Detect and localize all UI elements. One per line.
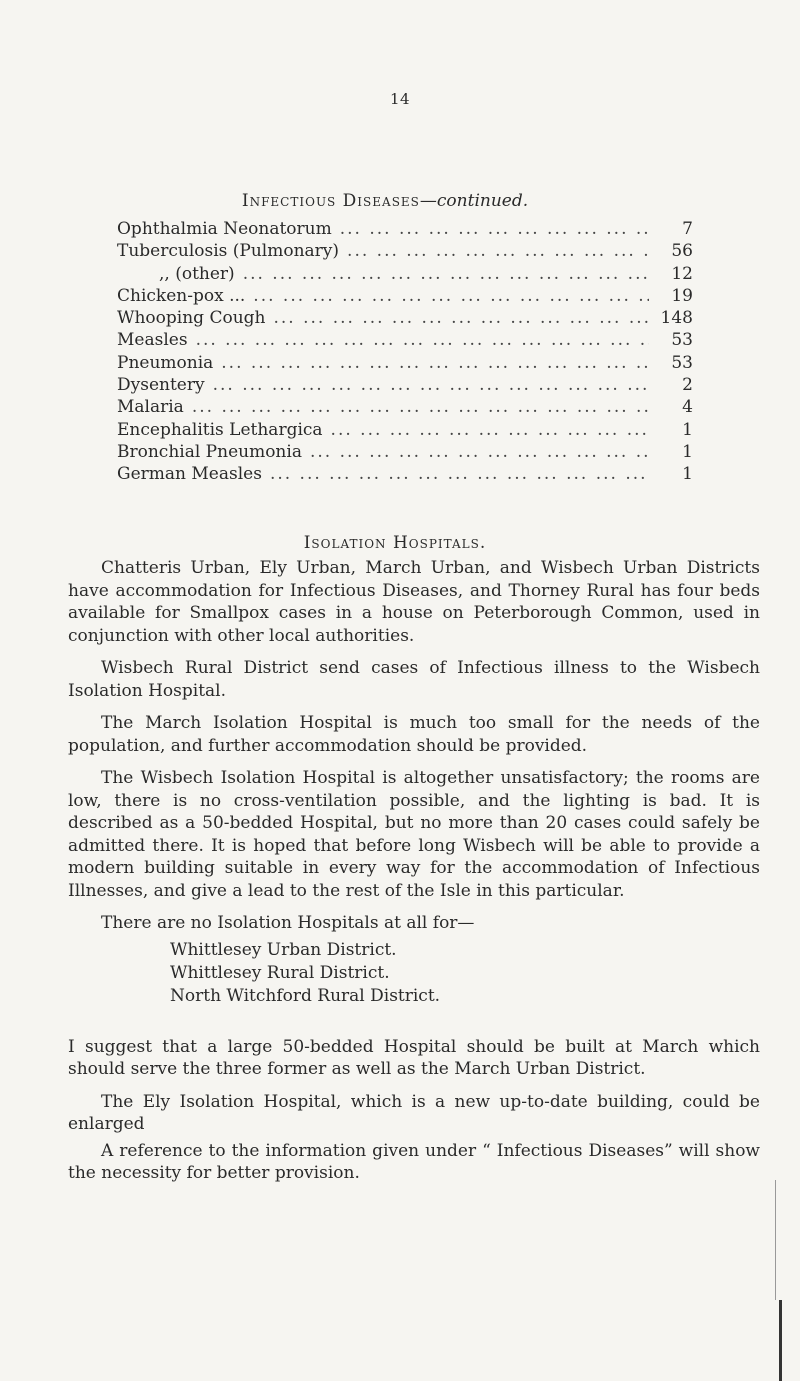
disease-name: Tuberculosis (Pulmonary) [117, 241, 340, 262]
paragraph: Chatteris Urban, Ely Urban, March Urban, and Wisbech Urban Districts have accommodation for Infectious Diseases, and Thorney Rural has four beds available for Smallpox cases in a house on Peterborough Common, used in conjunction with other local authorities. [68, 558, 760, 646]
table-row [117, 218, 693, 240]
list-item: Whittlesey Rural District. [170, 962, 390, 983]
case-count: 4 [682, 397, 693, 418]
disease-name: Malaria [117, 397, 184, 418]
body-text [68, 557, 760, 1195]
leader-dots [245, 285, 649, 307]
disease-name: Dysentery [117, 375, 205, 396]
section-title-suffix: —continued. [419, 191, 529, 211]
leader-dots [235, 263, 649, 285]
section-heading-isolation-hospitals: Isolation Hospitals. [303, 533, 487, 553]
case-count: 7 [682, 219, 693, 239]
leader-dots [262, 463, 649, 485]
table-row [117, 374, 693, 396]
list-item: North Witchford Rural District. [170, 985, 441, 1006]
disease-name: German Measles [117, 464, 262, 485]
disease-name: Pneumonia [117, 352, 214, 373]
leader-dots [265, 307, 649, 329]
case-count: 19 [671, 285, 693, 306]
disease-name: Bronchial Pneumonia [117, 441, 302, 462]
disease-name: Encephalitis Lethargica [117, 419, 323, 440]
case-count: 12 [671, 263, 693, 284]
disease-name: Chicken-pox ... [117, 285, 246, 306]
table-row [117, 240, 693, 262]
section-title: Infectious Diseases [241, 191, 420, 211]
table-row [117, 419, 693, 441]
case-count: 2 [682, 375, 693, 396]
paragraph: The Wisbech Isolation Hospital is altogether unsatisfactory; the rooms are low, there is no cross-ventilation possible, and the lighting is bad. It is described as a 50-bedded Hospital, but no more than 20 cases could safely be admitted there. It is hoped that before long Wisbech will be able to provide a modern building suitable in every way for the accommodation of Infectious Illnesses, and give a lead to the rest of the Isle in this particular. [68, 768, 760, 901]
table-row [117, 285, 693, 307]
disease-name: ,, (other) [159, 263, 235, 284]
leader-dots [213, 352, 649, 374]
paragraph: Wisbech Rural District send cases of Infectious illness to the Wisbech Isolation Hospital. [68, 658, 760, 701]
page-edge-mark [779, 1300, 782, 1381]
table-row [117, 396, 693, 418]
case-count: 53 [671, 352, 693, 373]
table-row [117, 307, 693, 329]
leader-dots [188, 329, 649, 351]
disease-count-table [117, 218, 693, 486]
leader-dots [184, 396, 649, 418]
table-row [117, 352, 693, 374]
district-list [68, 939, 760, 1008]
page-number: 14 [389, 90, 411, 108]
disease-name: Ophthalmia Neonatorum [117, 219, 332, 239]
paragraph: A reference to the information given under “ Infectious Diseases” will show the necessity for better provision. [68, 1140, 760, 1183]
paragraph: The March Isolation Hospital is much too small for the needs of the population, and further accommodation should be provided. [68, 713, 760, 756]
table-row [117, 263, 693, 285]
paragraph: The Ely Isolation Hospital, which is a new up-to-date building, could be enlarged [68, 1091, 760, 1134]
case-count: 148 [660, 308, 693, 329]
list-item: Whittlesey Urban District. [170, 939, 397, 960]
leader-dots [339, 240, 649, 262]
leader-dots [205, 374, 649, 396]
leader-dots [332, 218, 649, 240]
case-count: 56 [671, 241, 693, 262]
leader-dots [323, 419, 649, 441]
paragraph: I suggest that a large 50-bedded Hospital should be built at March which should serve the three former as well as the March Urban District. [68, 1036, 760, 1079]
case-count: 1 [682, 441, 693, 462]
leader-dots [302, 441, 649, 463]
table-row [117, 441, 693, 463]
disease-name: Whooping Cough [117, 308, 266, 329]
table-row [117, 463, 693, 485]
disease-name: Measles [117, 330, 188, 351]
page-edge-mark [775, 1180, 776, 1300]
case-count: 1 [682, 464, 693, 485]
section-heading-infectious-diseases [0, 191, 785, 211]
paragraph: There are no Isolation Hospitals at all for— [101, 913, 475, 933]
case-count: 53 [671, 330, 693, 351]
table-row [117, 329, 693, 351]
case-count: 1 [682, 419, 693, 440]
